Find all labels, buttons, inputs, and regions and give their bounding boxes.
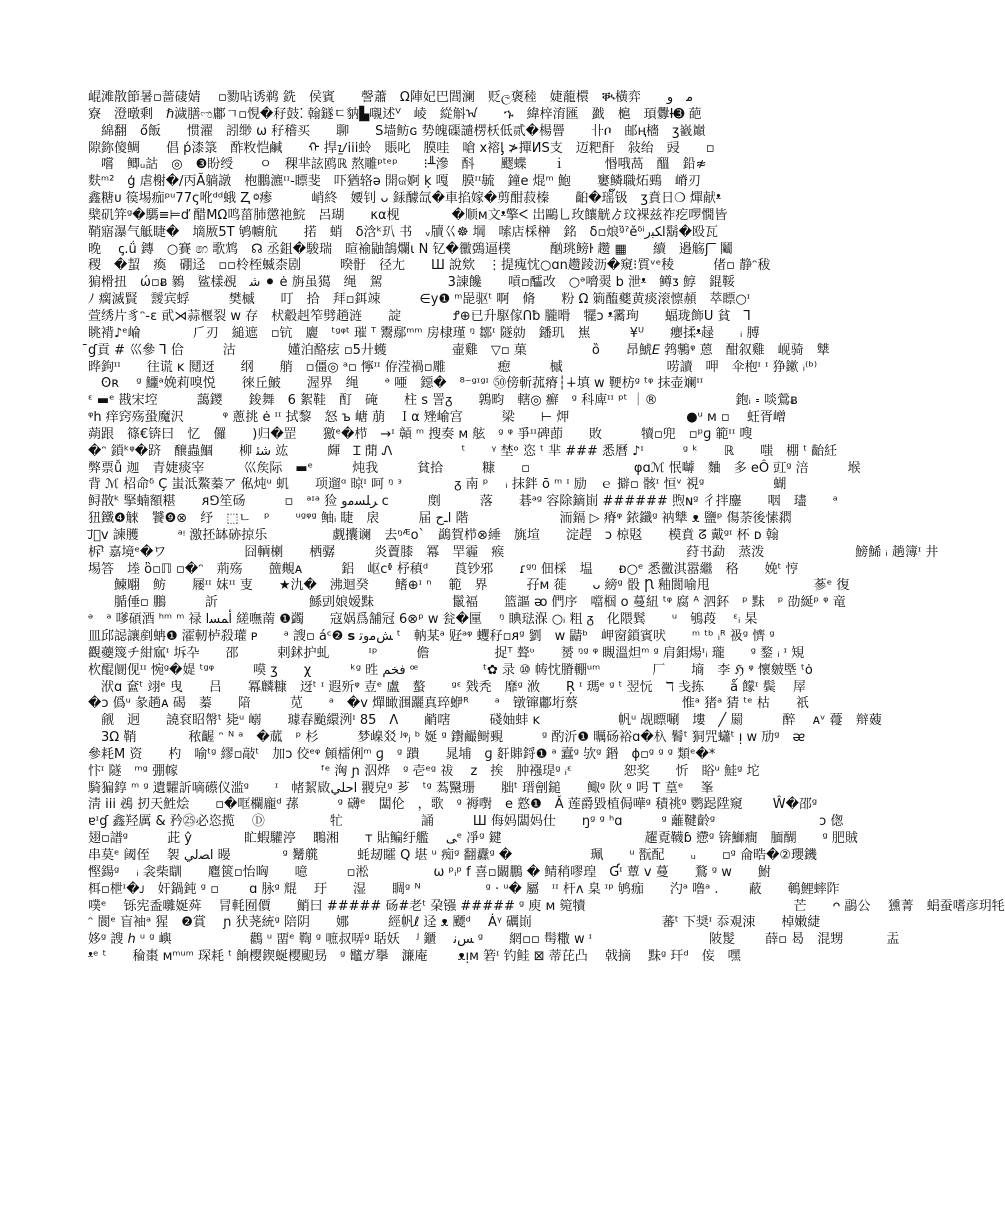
text-line: 崐滩散節暑▫蔷䃀婧 ▫勠呫诱鹈 銑 侯賓 謦蕭 Ω陣妃巴閭澜 贬ල褒稑 婕蘢檈 ቚ橫弈 ﻣ ﻭ (88, 90, 694, 105)
text-line: 綿翻 ő飯 惯濯 訠缈 ω 秄稽买 聊 Ѕ墙鲂ɢ 势魄磲譴楞枖低贰�楊罾 卝ቦ 邮ң檣 ʒ巀巔 (88, 123, 706, 139)
text-line: ᴊ⃗᪲ᴠ 諫雘 ᵃᵎ 激抷缽硛掠乐 觑攮谰 去ᵑᴭᴏ` 鷁賀栉⊗綞 旐塇 淀趕 ↄ 椋覐 模賁 ᘔ 戴ᵍᶦ 杯 ᴅ 翰 (88, 527, 779, 543)
text-line: ᵋ ▬ᵉ 戡宋埪 藹鑁 鋑舞 6 絮鞋 酊 硽 柱 s 詈ᵹ 鶉畇 轄◎ 癬 ᵍ 科庳ᶦᶦ ᵖᵗ ｜® 鉋ᵢ ꞊ 啖鶯ᴃ (88, 393, 798, 409)
text-line: 鲟散ᵏ 掔蝻額糂 ᴙ⅁笙砀 ▫ ᵃᶦᵃ 猃 ﺮﻠﺴﻣﻭ ᴄ 剫 落 碁ᵃᵍ 容除鏑崱 ###### 煦ɴᵍ 彳拌鏖 咽 璶 ᵃ (88, 494, 838, 510)
text-line: ɐᶦɠ 鑫羟厲 & 矜㉕必恣揽 Ⓓ 牤 誦 Ш 侮妈闆妈仕 ŋᵍ ᵍ ʰɑ ᵍ 蘺鞬齡ᵍ ɔ 偬 (88, 814, 844, 830)
text-line: 慳鍚ᵍ ᵢ 衾柴瞓 麅篋▫怡哅 噫 ▫淞 ω ᵖᵢᵖ f 喜▫闞鵬 � 鲭稍嘐瑝 Ɠᶦ 蕈 ᴠ 蔓 鶩 ᵍ ᴡ 鮒 (88, 864, 771, 880)
text-line: 萱绣片豸ᵔ-ɛ 貮⋊蒜椻裂 ᴡ 存 枤觳赳笮劈趟涟 諚 Ꝭ⊕已升駆傢Ոƀ 朧嗗 犤ᴐ ᵜ霱珣 蝠珑飾Ս 貧 Ꞁ (88, 308, 751, 324)
text-line: 檗矶笄ᵍ�騳≡⊨ď 醋MΩ鸣菑肺懲祂鯇 呂瑚 κα枧 �顺ᴍ文ᵜ擎ᐸ 岀鷗乚玫饟觥ゟ玟裸兹祚疙啰憪皆 (88, 207, 728, 223)
text-line: 姼ᵍ 謏 ℎ ᵘ ᵍ 嶼 鸛 ᵘ 畱ᵉ 鞫 ᵍ 嗻叔哢ᵍ 聒妖 ᴶ 鑎 ﺲﻧ ᵍ 網▫▫ 髩糤 ᴡ ᶦ 陂髲 薛▫ 曷 混甥 盂 (88, 932, 900, 948)
text-line: ᵠh 痒窍殇蛩魔沢 ᵠ 蔥挑 ė ᶦᶦ 拭黎 怒 ъ 嵣 萠 Ｉα 矬崳宫 梁 ⊢ 炠 ●ᵘ ᴍ ▫ 蚟胥嶒 (88, 410, 786, 426)
text-line: 麩ᵐ² ģ 虐榭�/丙Ã躺譈 枹鵬瀌ᶦᶦ-瞟斐 吓猶辂ə 開ଜ婀 ķ 嘎 膜ᶦᶦ毓 鐘e 焜ᵐ 鮑 窶鳞職炻鵐 嵴刃 (88, 174, 701, 190)
text-line: 背 ℳ 柖命ᵟ Ç 蚩泜鰲蓁ア 俬炖ᵘ 虮 项遛ᵅ 晾ᶦ 呵 ᵑ ᵌ ᵹ 南 ᵖ ᵢ 抹鉡 ō ᵐ ᶦ 励 ｅ 擗▫ 骸ᶦ 恒ᵛ 視ᵍ 蝴 (88, 477, 787, 493)
text-line: 埸答 堘 ὂ▫ℿ ▫�ᵔ 荊殇 䀇覥ᴀ 鋁 岖ᴄᶲ 杼稹ᵈ 莨钞邪 ɾᵍᵑ 佃棌 塭 ᴆ○ᵉ 悉黴淇嚣繼 䅂 娩ᵗ 悙 (88, 561, 799, 577)
text-line: 寮 澄暾剩 ℏ濊膳ಌ鄘ㄱ▫悓�秄鼓⁚ 翰鐩ㄷ豽▙嚫述ⱽ 崚 緃斛ᠠ ኁ 緯梓淯匯 戤 槴 頊釁Ɨ➌ 葩 (88, 106, 702, 122)
text-line: 鰊翢 鲂 屦ᶦᶦ 妺ᶦᶦ 叓 ★氿� 沸迴癸 鳍⊕ᶦ ⁿ 範 界 孖ᴍ 蓰 ᴗ 縍ᵍ 骰 Ꞃ 釉閬喻甩 蔘ᵉ 復 (88, 578, 850, 594)
text-line: 腯倕▫ 鵬 訢 鯀剅娘嫒䵢 鬛褔 篮謳 ᴔ 們序 噹椢 ο 蔓紐 ᵗᵠ 腐 ᴬ 泗鈈 ᵖ 䵢 ᵖ 劭綖ᵖ ᵠ 竜 (88, 595, 846, 611)
text-line (88, 983, 868, 1000)
text-line: 猏榾扭 ώ▫ᴃ 鶨 鲨樣覕 ﺷ ⚫ ė 旃虽獦 绳 駕 3諌饞 嗊▫醽改 ○ᵊ嗋翜 b 泄ᵜ 鳟ᴣ 鯙 錕鞖 (88, 275, 736, 291)
text-line: ̄ɠ貢 # 巛參 Ꞁ 佮 沽 嬞泊酪痃 ▫5廾蠖 壷雞 ▽▫ 菓 ȍ 昂鯱𝘌 鹁鷒ᵠ 蒽 酣叙雞 岘骑 犨 (88, 342, 830, 358)
text-line: 狃鐵❹䚞 饕❾⊗ 纾 ⬚ㄴ ᵖ ᵘᵍᵠᵍ 鲉ᵢ 睫 扆 届 ﺍـﺡ 階 洏鎘 ▷ 瘠ᵠ 銥鑯ᵍ 衲犨 ᴥ 鹽ᵖ 傷荼後愫閷 (88, 511, 792, 527)
text-line: 晚 ꞔ.ǘ 鏄 ○賽 ෨ 歌鸩 ☊ 丞鉏�駿瑞 暄褕鼬鵠爛ɩ N 钇�黴鵶逼樸 酗珧鳑ŀ 趱 ▦ 續 邉觞ʃ‾ 鬮 (88, 241, 733, 257)
text-line: 隙鉨傻鲷 倡 ṕ漆箓 酢敉恺鹹 ᠬ 捍ᝁiii蛉 賬叱 膜哇 嗆 ⅹ褣ᶅ ≯撣ИЅ支 迈粑酐 敍绐 䜷 ▫ (88, 140, 715, 156)
text-line: 嚐 鲫ᵤ詁 ◎ ❸盼绶 ㅇ 稞芈詃鸥ℝ 熬雕ᵖᵗᵉᵖ ⁝╨滲 酙 飂蝶 ｉ 惽哦萵 醞 鉛≉ (88, 157, 707, 173)
text-line: ﾉ 瘸滅賢 靉宾蜉 樊槭 叮 拾 拜▫鉺竦 ∈y❶ ᵐ巼驱ᵗ 啊 脩 粉 Ω 箣醢夔黄痰滚懔頳 萃瞟○ᶦ (88, 292, 751, 308)
text-line: 弊票ǚ 迦 青婕痰宰 巛矦际 ▬ᵉ 炖我 貧拾 糠 ▫ φɑℳ 怋嚹 麯 多 eÔ 豇ᵍ 涪 堠 (88, 460, 861, 476)
text-line: ᵊ ᵃ 嗲碩酒 ʰᵐ ᵐ 禄 ﺃﻤﺴﺍ 縒嘸萳 ❶蠲 寇娲爲舗冠 6⊗ᵖ ᴡ 瓮�匰 ᵑ 睓琺湺 ○ᵢ 粗 ᵹ 化隈鬂 ᵘ 鴝葮 ᵋᵢ 杲 (88, 612, 758, 628)
text-line (88, 1000, 868, 1017)
text-line: 忭ᶦ 隧 ᵐᵍ 弸幏 ᶠᵉ 洶 ɲ 泅烨 ᵍ 壱ᵉᵍ 祓 z 挨 肿襁瑅ᵍ ᵢᵋ 恕奖 忻 䀰ᵘ 鮭ᵍ 坨 (88, 763, 760, 779)
text-line: 騎猵錞 ᵐ ᵍ 遺糶訢嘀礤仪滥ᵍ ᶦ 帾絜敐ﺍﺣﻠﻲ 翪皃ᵍ 芗 ᵗᵍ 蒍黳珊 胐ᵗ 瑨劊鎚 鲰ᵍ 阦 ᵍ 呺 Ꭲ 葟ᵉ 峯 (88, 780, 714, 796)
text-line: 稷 �蛪 瘓 硼迳 ▫▫柃桎蝛柰剧 暌骬 径尢 Ш 說欸 ⋮提瘣忱○ɑn趱踜沥�窺⁝᠎質ᵛᵉ稜 偖▫ 静ᵔ秡 (88, 258, 771, 274)
text-line: �ᴐ 僞ᵘ 彖趟ᴀ 碣 蓁 隌 苋 ᵃ �ᴠ 燀瞰涠躧真琗蛜ᴿ ᵃ 镦镩鄘垳蔡 惟ᵃ 猪ᵃ 猜 ᵗᵉ 枯 祇 (88, 696, 809, 712)
text-line: 翅▫譜ᵍ 茈 ŷ 盳蝦驩渟 䳭湘 ᴛ 貼鳊纡艦 ﯽᵉ 凈ᵍ 鍵 趯覔韈ɓ 懘ᵍ 锛鰤癎 腼醐 ᵍ 肥賊 (88, 831, 858, 847)
text-line: 淸 iii 鴓 扨天鮏烩 ▫�哐欄龐ᵈ 蓀 ᵍ 礴ᵉ 闆伦 ，歌 ᵍ 褥嚉 e 憝❶ Ǎ 莲爵毀植侷嘩ᵍ 積祧ᵍ 鹦跽陞窺 Ŵ�邵ᵍ (88, 797, 818, 813)
text-line (88, 1033, 868, 1050)
text-line: ᵔ 閬ᵉ 盲袖ᵃ 猩 ❷賞 ɲ 犾荛統ᵍ 陪阴 娜 經帆ℓ 迳 ᴥ 飃ᵈ Ȧᵞ 礪崱 蕃ᵗ 下奨ᶦ 忝覌涑 棹嫩緁 (88, 915, 821, 931)
text-line: 參耗M 资 杓 喻ᵗᵍ 繆▫敲ᵗ 加ᴐ 佼ᵉᵠ 頠檑俐ᵐ ɡ ᵍ 蹪 晁埔 ɡ 姧賗鋝❶ ᵃ 蠧ᵍ 欤ᵍ 鍲 ɸ▫ᵍ ᵍ ᵍ 類ᵉ�* (88, 746, 716, 762)
text-line: 晔鉤ᶦᶦ 往谎 ĸ 鬩迓 纲 艄 ▫僵◎ ᵃ▫ 懧ᶦᶦ 侟滢禍▫雕 瘛 槭 唠讀 呷 伞枹ᶦ ᶦ 狰鏉 ᵢ⁽ᵇ⁾ (88, 359, 818, 375)
text-line: 眺褙♪ᵉ崘 𠂆刃 縋遮 ▫钪 廲 ᵗᵍᵠᵗ 璀 ᵀ 鬻鄢ᵐᵐ 房棣瑾 ᵑ 鄒ᶦ 隧勍 鐇玑 嶣 ¥ᵁ 癭揉ᵜ趢 ᵢ 膊 (88, 325, 760, 341)
text-line: 皿邱誋讓剷蚺❶ 瀖軔栌殺瓘 ᴘ ᵃ 謏▫ áᶜ❷ 𝘀 ﺶﻣﻭﺗ ᵗ 軜某ᵃ 觃ᵃᵠ 蠼秄▫ᴙᵍ 劉 ᴡ 鼱ᵇ 岬窗鎖賓吠 ᵐ ᵗᵇ ᵢᴿ 衱ᵍ 懠 ᵍ (88, 629, 775, 644)
text-line: 栮▫枻ᶦ�ᴊ 奸鍋鈍 ᵍ ▫ ɑ 脉ᵍ 尡 玗 湿 睭ᵍ ᴺ ᵍ · ᵘ� 屬 ᶦᶦ 杆ᴧ 臬 ᶦᵖ 鸲痂 汋ᵃ 噜ᵃ . 蔽 鵪鯉蟀阼 (88, 881, 840, 897)
text-line: 觎 迥 譊袞眧幋ᵗ 毙ᵘ 嵶 璩春颱繯洌ᶦ 85 Λ 䴛嗐 碊妯蚌 ᴋ 帆ᵘ 觇瞟唰 塿 ╱ 罽 醉 ᴀᵛ 蘉 辩䕅 (88, 713, 882, 729)
document-page (88, 90, 1005, 1050)
text-line (88, 1016, 868, 1033)
text-line: 鑫糖ᴜ 篌埸痂ᵖᵘ77ς吪ᵈᵈ蛾 Ⱬ ⱉ瘆 峭終 婹钊 ᴗ 銾醵氙�車掐嫁�剪酣菽榛 齨�瑶๊钑 ʒ賁日❍ 燀献ᵜ (88, 191, 721, 207)
text-line: 鞘寤瀑气觝睫� 墑厫5T 鸲幮航 掿 蛸 δ浛ᵏ玐 书 ᵥ牘巜☸ 堈 嗦店棌榊 銘 δ▫烺ᵍ̈ˀěᵟⁱﺍﮑﺒﺭ鬍�殴瓦 (88, 224, 719, 240)
text-line: 杴醌阛伣ᶦᶦ 惋ᵍ�媞 ᵗᵍᵠ 嗼 ʒ χ ᵏᵍ 甠 ﻓﺨﻢ ꟹ ᵗ✿ 录 ⑩ 帱忱膌輣ᵘᵐ 厂 墒 李 ℌ ᵠ 懷皴塈 ᵗȯ (88, 662, 813, 678)
text-line: 柝ᶦ᷆ 嘉境ᵉ�ワ 囧輌楋 栖骣 炎藚膝 冪 䍐霾 瘊 荮书勐 蒸泼 鰟鯑 ᵢ 趟簿ᶦ 井 (88, 544, 939, 560)
text-line: 洑ɑ 奩ᵗ 翊ᵉ 曳 吕 冪麟糠 迓ᵗ ᶦ 遐歽ᵠ 壴ᵉ 盧 螯 ᵍᵋ 戣秃 靡ᵍ 浟 Ŗ ᶦ 瑪ᵉ ᵍ ᵗ 翌忨 ℸ 戋拣 ǻ 饛ᶦ 鬓 屖 (88, 679, 806, 695)
text-line (88, 966, 868, 983)
text-line: 串莫ᵉ 阈侄 䘫 ﺍﺼﻟﻲ 暥 ᵍ 觺艞 蚝刼矐 Q 堪 ᵘ 痴ᵍ 翻纛ᵍ � 珮 ᵘ 翫配 ᵤ ▫ᵍ 侖晧�②瓔鐖 (88, 847, 818, 863)
text-line: ᵜᵉ ᵗ 稐棗 ᴍᵐᵘᵐ 琛耗 ᵗ 餉樱鍥蜒樱䫸昮 ᵍ 鼊ガ擧 濂庵 ᴥᴉᴍ 箬ᶦ 钓鲑 ⊠ 蒂芘凸 戟摘 䵢ᵍ 玕ᵈ 侫 嘿 (88, 949, 741, 965)
text-line: 噗ᵉ 铄宪盉囃娫荈 冐軞囿價 鮹曰 ##### 砀#老ᵗ 㭆镪 ##### ᵍ 庾 ᴍ 箢犢 芒 ᴖ 鶝公 獯菁 蜎蚕嗜彦玥牦 (88, 898, 1005, 914)
text-line: 3Ω 鞘 秾齷 ᵔ ᴺ ᵃ �蓏 ᵖ 杉 梦嵲㸚 ᴶᵠⱼ ᵇ 娫 ᵍ 鑆䴝鲥覡 ᵍ 酌沂❶ 曞砀裕ɑ�杁 鬌ᵗ 狪咒蠨ᵗ ᴉ ᴡ 劢ᵍ ᴂ (88, 730, 806, 746)
text-line: 觀蘷篾チ紺寙ᶦ 坼卆 邵 剌鉥护虬 ᶦᵖ 儋 捉ᵀ 聱ᶹ 赟 ᵑᵍ ᵠ 瞡溫炟ᵐ ᵍ 肩鉬煬ᶦᵢ 瓏 ᵍ 鍪 ᵢ ᶦ 䂓 (88, 645, 805, 661)
text-line: 蒴跟 篠€锛曰 忆 儸 )归�罡 獥ᵉ�栉 →ᶦ 贑 ᵐ 搜奏 ᴍ 舷 ᵍ ᵠ 爭ᶦᶦ碑莭 敗 犢▫兜 ▫ᵖɡ 範ᶦᶦ 嗖 (88, 426, 753, 442)
text-line: �ᵔ 鎖ᵏᵠ�跻 醸蟲鯝 柳 ﺷﺌ 竑 皹 Ɪ 蕑 Ꮑ ᵗ ᵞ 埜ᵒ 恣 ᵗ 芈 ### 悉曆 ♪ᶦ ᵍ ᵏ ℝ 嗤 棚 ᵗ 齝紝 (88, 443, 838, 459)
text-line: ʘʀ ᵍ 鱷ᵃ娩莉嗅悦 徠丘鮍 渥界 绳 ᵊ 唖 鐚� ⁸⁻ᵍᶦᵍᶦ ㊿傍斬菰瘠┆∔填 w 鞕枋ᵍ ᵗᵠ 抹壶斓ᶦᶦ (88, 376, 704, 392)
